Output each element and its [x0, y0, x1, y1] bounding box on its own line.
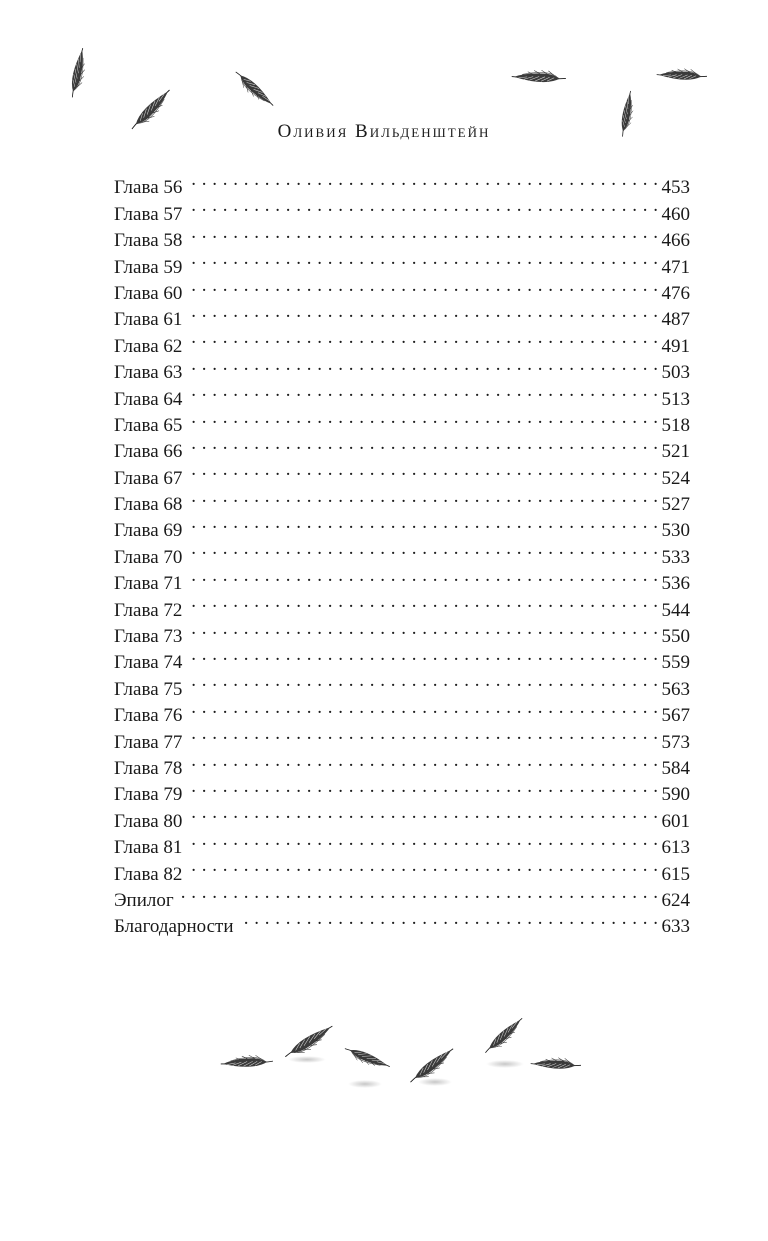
toc-entry-title: Глава 65	[114, 414, 183, 436]
toc-entry-title: Глава 81	[114, 837, 183, 859]
toc-entry	[114, 536, 690, 568]
dot-leader	[186, 748, 658, 774]
toc-entry-title: Глава 63	[114, 362, 183, 384]
dot-leader	[186, 352, 658, 378]
toc-entry-page: 527	[661, 494, 690, 516]
toc-entry-title: Глава 68	[114, 494, 183, 516]
toc-entry-title: Глава 64	[114, 388, 183, 410]
dot-leader	[186, 853, 658, 879]
toc-entry-page: 466	[661, 230, 690, 252]
dot-leader	[186, 378, 658, 404]
dot-leader	[178, 880, 659, 906]
toc-entry-title: Глава 60	[114, 282, 183, 304]
toc-entry	[114, 642, 690, 674]
toc-entry-page: 491	[661, 335, 690, 357]
table-of-contents	[114, 167, 690, 938]
toc-entry-title: Глава 72	[114, 599, 183, 621]
feather-shadow	[348, 1080, 382, 1088]
toc-entry-page: 471	[661, 256, 690, 278]
toc-entry-page: 559	[661, 652, 690, 674]
toc-entry	[114, 616, 690, 648]
dot-leader	[186, 668, 658, 694]
dot-leader	[186, 273, 658, 299]
dot-leader	[186, 193, 658, 219]
feather-shadow	[288, 1056, 326, 1063]
toc-entry-page: 524	[661, 467, 690, 489]
toc-entry	[114, 273, 690, 304]
toc-entry-page: 453	[661, 177, 690, 199]
dot-leader	[186, 246, 658, 272]
toc-entry	[114, 880, 690, 911]
toc-entry-page: 601	[661, 810, 690, 832]
feather-icon	[475, 1012, 534, 1059]
feather-icon	[508, 55, 570, 99]
toc-entry-title: Глава 79	[114, 784, 183, 806]
dot-leader	[186, 167, 658, 193]
toc-entry-title: Благодарности	[114, 916, 234, 938]
dot-leader	[186, 589, 658, 615]
toc-entry-page: 460	[661, 203, 690, 225]
toc-entry-page: 590	[661, 784, 690, 806]
dot-leader	[238, 906, 659, 932]
feather-icon	[339, 1032, 394, 1084]
running-title: Оливия Вильденштейн	[277, 121, 491, 142]
toc-entry	[114, 774, 690, 806]
toc-entry-title: Глава 58	[114, 230, 183, 252]
toc-entry-title: Глава 76	[114, 705, 183, 727]
dot-leader	[186, 800, 658, 826]
toc-entry	[114, 246, 690, 278]
toc-entry	[114, 352, 690, 384]
toc-entry-title: Глава 69	[114, 520, 183, 542]
feather-shadow	[486, 1060, 524, 1068]
toc-entry-page: 533	[661, 546, 690, 568]
toc-entry-title: Глава 67	[114, 467, 183, 489]
toc-entry-title: Глава 77	[114, 731, 183, 753]
toc-entry	[114, 563, 690, 595]
feather-icon	[653, 54, 711, 96]
feather-icon	[218, 1043, 276, 1080]
toc-entry-page: 633	[661, 916, 690, 938]
toc-entry	[114, 668, 690, 700]
toc-entry-page: 503	[661, 362, 690, 384]
toc-entry-title: Глава 74	[114, 652, 183, 674]
dot-leader	[186, 563, 658, 589]
toc-entry-page: 584	[661, 757, 690, 779]
toc-entry	[114, 193, 690, 225]
toc-entry-title: Глава 73	[114, 626, 183, 648]
toc-entry-page: 567	[661, 705, 690, 727]
toc-entry-title: Эпилог	[114, 889, 174, 911]
dot-leader	[186, 774, 658, 800]
toc-entry-page: 536	[661, 573, 690, 595]
toc-entry-page: 613	[661, 837, 690, 859]
toc-entry-page: 563	[661, 678, 690, 700]
toc-entry-title: Глава 66	[114, 441, 183, 463]
toc-entry	[114, 431, 690, 463]
toc-entry-page: 573	[661, 731, 690, 753]
feather-shadow	[418, 1078, 452, 1086]
toc-entry-page: 513	[661, 388, 690, 410]
toc-entry-page: 518	[661, 414, 690, 436]
toc-entry-title: Глава 61	[114, 309, 183, 331]
dot-leader	[186, 536, 658, 562]
toc-entry	[114, 695, 690, 727]
dot-leader	[186, 484, 658, 510]
toc-entry	[114, 220, 690, 252]
dot-leader	[186, 405, 658, 431]
toc-entry-title: Глава 75	[114, 678, 183, 700]
dot-leader	[186, 616, 658, 642]
toc-entry	[114, 748, 690, 779]
toc-entry	[114, 853, 690, 885]
toc-entry	[114, 299, 690, 331]
toc-entry	[114, 589, 690, 621]
toc-entry-title: Глава 71	[114, 573, 183, 595]
toc-entry	[114, 167, 690, 199]
toc-entry-page: 550	[661, 626, 690, 648]
feather-icon	[228, 59, 280, 119]
dot-leader	[186, 510, 658, 536]
toc-entry-page: 521	[661, 441, 690, 463]
toc-entry	[114, 325, 690, 357]
toc-entry-title: Глава 59	[114, 256, 183, 278]
toc-entry-title: Глава 56	[114, 177, 183, 199]
toc-entry-page: 544	[661, 599, 690, 621]
dot-leader	[186, 457, 658, 483]
dot-leader	[186, 642, 658, 668]
toc-entry-page: 615	[661, 863, 690, 885]
toc-entry-title: Глава 70	[114, 546, 183, 568]
toc-entry	[114, 721, 690, 753]
feather-icon	[50, 42, 105, 104]
dot-leader	[186, 721, 658, 747]
dot-leader	[186, 220, 658, 246]
toc-entry	[114, 906, 690, 938]
toc-entry	[114, 510, 690, 542]
toc-entry-page: 530	[661, 520, 690, 542]
toc-entry-page: 476	[661, 282, 690, 304]
toc-entry-title: Глава 62	[114, 335, 183, 357]
dot-leader	[186, 695, 658, 721]
toc-entry-page: 624	[661, 889, 690, 911]
toc-entry-page: 487	[661, 309, 690, 331]
toc-entry	[114, 457, 690, 489]
dot-leader	[186, 827, 658, 853]
toc-entry-title: Глава 80	[114, 810, 183, 832]
dot-leader	[186, 325, 658, 351]
toc-entry-title: Глава 78	[114, 757, 183, 779]
toc-entry	[114, 484, 690, 516]
feather-icon	[527, 1043, 585, 1085]
dot-leader	[186, 299, 658, 325]
toc-entry	[114, 827, 690, 859]
toc-entry	[114, 800, 690, 832]
toc-entry	[114, 405, 690, 436]
dot-leader	[186, 431, 658, 457]
toc-entry	[114, 378, 690, 410]
toc-entry-title: Глава 57	[114, 203, 183, 225]
toc-entry-title: Глава 82	[114, 863, 183, 885]
